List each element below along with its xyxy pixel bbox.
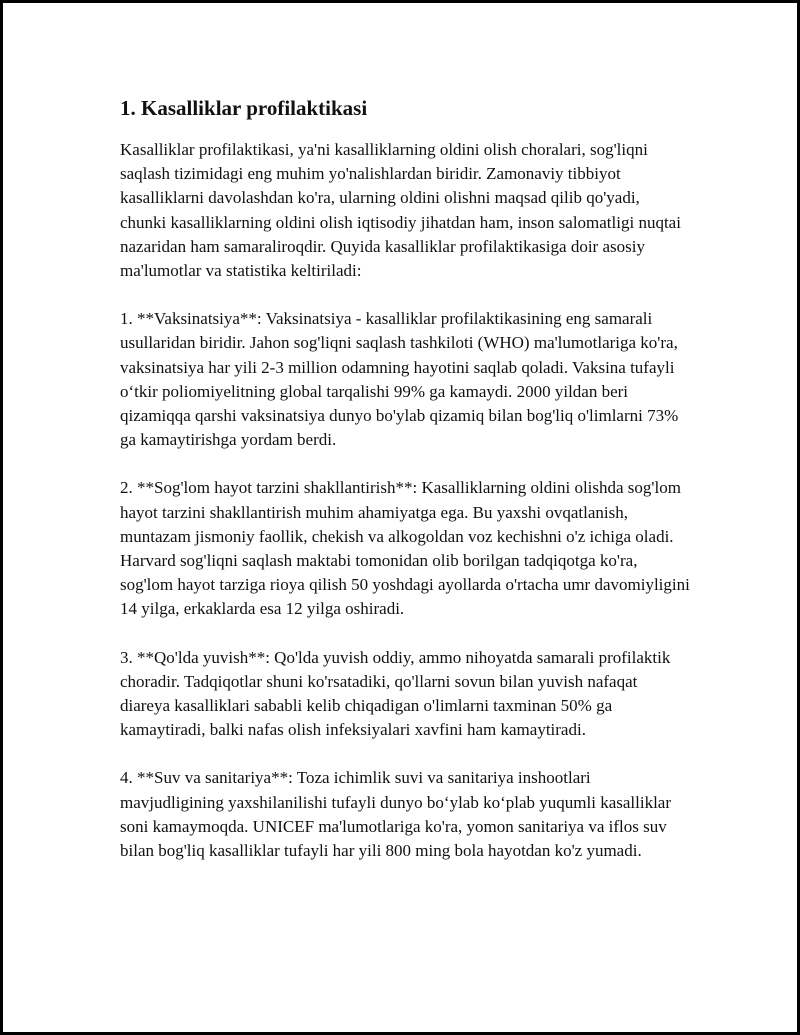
healthy-lifestyle-paragraph: 2. **Sog'lom hayot tarzini shakllantirish**: Kasalliklarning oldini olishda sog'lom hayot tarzini shakllantirish muhim ahamiyatga ega. Bu yaxshi ovqatlanish, muntazam jismoniy faollik, chekish va alkogoldan voz kechishni o'z ichiga oladi. Harvard sog'liqni saqlash maktabi tomonidan olib borilgan tadqiqotga ko'ra, sog'lom hayot tarziga rioya qilish 50 yoshdagi ayollarda o'rtacha umr davomiyligini 14 yilga, erkaklarda esa 12 yilga oshiradi. xyxy=(120,478,690,619)
intro-paragraph: Kasalliklar profilaktikasi, ya'ni kasalliklarning oldini olish choralari, sog'liqni saqlash tizimidagi eng muhim yo'nalishlardan biridir. Zamonaviy tibbiyot kasalliklarni davolashdan ko'ra, ularning oldini olishni maqsad qilib qo'yadi, chunki kasalliklarning oldini olish iqtisodiy jihatdan ham, inson salomatligi nuqtai nazaridan ham samaraliroqdir. Quyida kasalliklar profilaktikasiga doir asosiy ma'lumotlar va statistika keltiriladi: xyxy=(120,140,681,281)
document-body xyxy=(120,94,690,887)
handwashing-paragraph: 3. **Qo'lda yuvish**: Qo'lda yuvish oddiy, ammo nihoyatda samarali profilaktik choradir. Tadqiqotlar shuni ko'rsatadiki, qo'llarni sovun bilan yuvish nafaqat diareya kasalliklari sababli kelib chiqadigan o'limlarni taxminan 50% ga kamaytiradi, balki nafas olish infeksiyalari xavfini ham kamaytiradi. xyxy=(120,647,671,740)
section-heading: 1. Kasalliklar profilaktikasi xyxy=(120,96,368,120)
water-sanitation-paragraph: 4. **Suv va sanitariya**: Toza ichimlik suvi va sanitariya inshootlari mavjudligining yaxshilanilishi tufayli dunyo bo‘ylab ko‘plab yuqumli kasalliklar soni kamaymoqda. UNICEF ma'lumotlariga ko'ra, yomon sanitariya va iflos suv bilan bog'liq kasalliklar tufayli har yili 800 ming bola hayotdan ko'z yumadi. xyxy=(120,768,672,861)
vaccination-paragraph: 1. **Vaksinatsiya**: Vaksinatsiya - kasalliklar profilaktikasining eng samarali usullaridan biridir. Jahon sog'liqni saqlash tashkiloti (WHO) ma'lumotlariga ko'ra, vaksinatsiya har yili 2-3 million odamning hayotini saqlab qoladi. Vaksina tufayli o‘tkir poliomiyelitning global tarqalishi 99% ga kamaydi. 2000 yildan beri qizamiqqa qarshi vaksinatsiya dunyo bo'ylab qizamiq bilan bog'liq o'limlarni 73% ga kamaytirishga yordam berdi. xyxy=(120,309,679,450)
